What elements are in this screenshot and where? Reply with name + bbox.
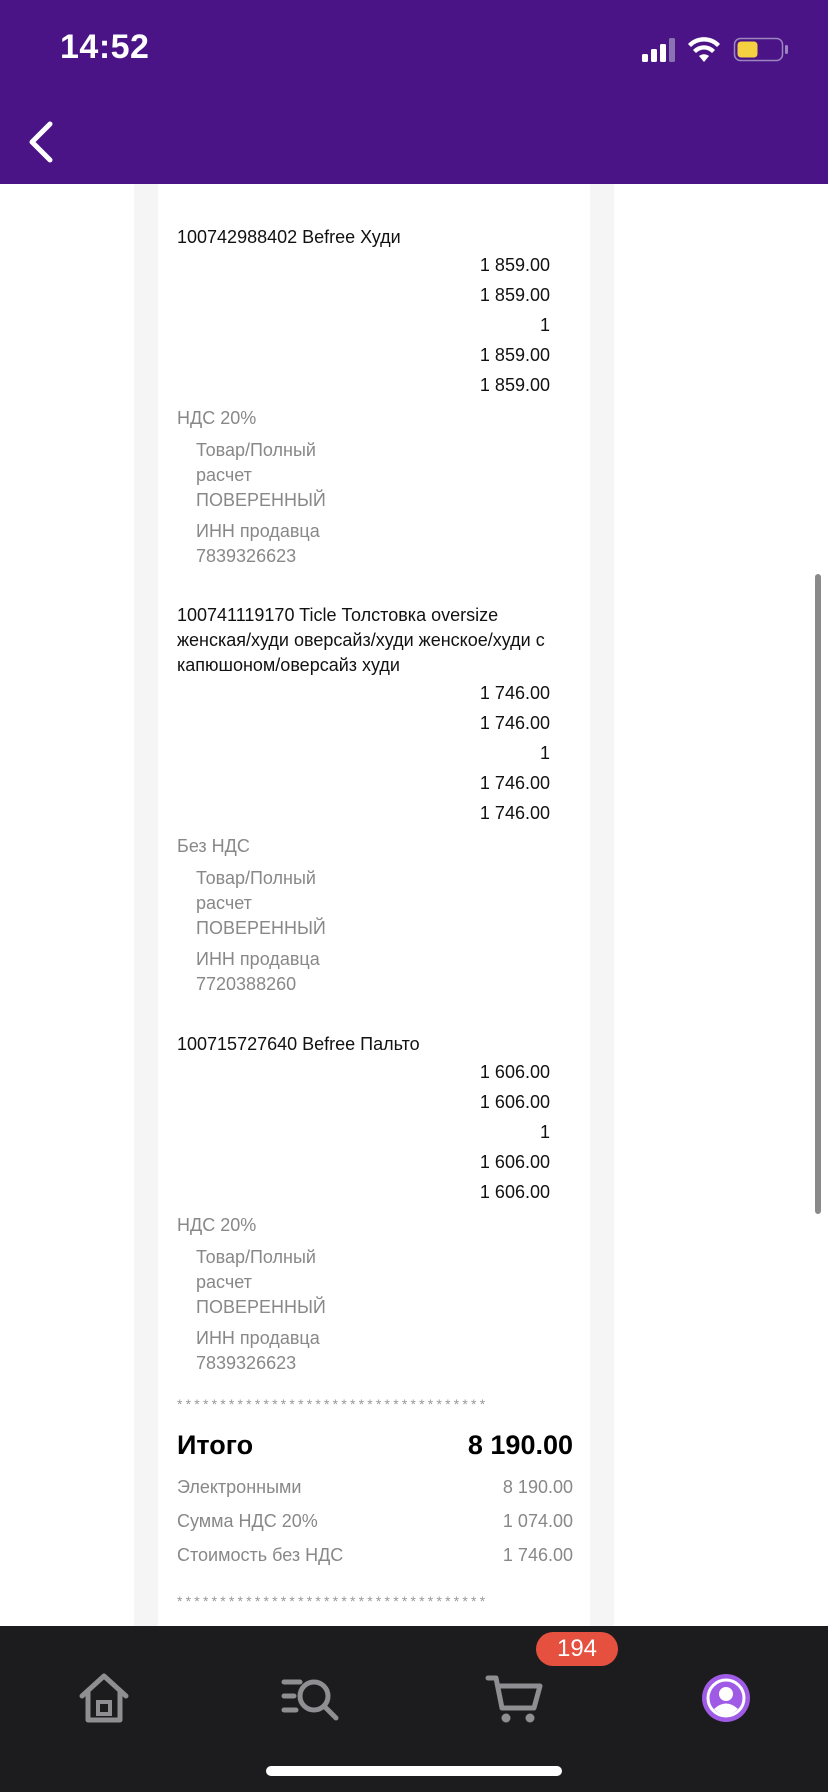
separator: ************************************	[177, 1593, 489, 1609]
item-inn-label: ИНН продавца	[196, 949, 320, 969]
chevron-left-icon	[20, 114, 68, 170]
app-header	[0, 0, 828, 184]
item-price: 1 746.00	[479, 683, 550, 703]
status-icons	[642, 34, 792, 66]
item-agent: ПОВЕРЕННЫЙ	[196, 918, 326, 938]
back-button[interactable]	[20, 114, 68, 170]
item-inn: 7839326623	[196, 1353, 297, 1373]
receipt-item	[177, 603, 573, 997]
home-indicator	[266, 1766, 562, 1776]
battery-icon	[735, 39, 789, 61]
item-title: 100741119170 Ticle Толстовка oversize женская/худи оверсайз/худи женское/худи с капюшоном/оверсайз худи	[177, 605, 545, 675]
receipt-view[interactable]	[0, 184, 828, 1626]
item-details	[177, 432, 573, 569]
item-quantity: 1	[539, 315, 550, 335]
item-subject-2: расчет	[196, 465, 252, 485]
wifi-icon	[688, 37, 720, 62]
total-value: 8 190.00	[467, 1430, 573, 1460]
item-subject: Товар/Полный	[196, 868, 316, 888]
nav-cart[interactable]	[484, 1666, 548, 1730]
item-tax: НДС 20%	[177, 408, 257, 428]
item-inn: 7720388260	[196, 974, 297, 994]
profile-icon	[694, 1666, 758, 1730]
status-time: 14:52	[60, 28, 150, 66]
item-sum: 1 859.00	[479, 345, 550, 365]
item-tax: Без НДС	[177, 836, 250, 856]
nav-home[interactable]	[72, 1666, 136, 1730]
item-subject: Товар/Полный	[196, 1247, 316, 1267]
summary-value: 1 746.00	[502, 1545, 573, 1565]
cart-badge: 194	[536, 1632, 618, 1666]
scrollbar[interactable]	[815, 574, 821, 1214]
item-price: 1 859.00	[479, 255, 550, 275]
item-total: 1 746.00	[479, 803, 550, 823]
item-price-discounted: 1 746.00	[479, 713, 550, 733]
home-icon	[72, 1666, 136, 1730]
item-sum: 1 606.00	[479, 1152, 550, 1172]
item-total: 1 606.00	[479, 1182, 550, 1202]
item-details	[177, 1239, 573, 1376]
item-subject-2: расчет	[196, 1272, 252, 1292]
summary-value: 8 190.00	[502, 1477, 573, 1497]
item-agent: ПОВЕРЕННЫЙ	[196, 490, 326, 510]
item-quantity: 1	[539, 1122, 550, 1142]
total-row	[177, 1430, 573, 1461]
nav-profile[interactable]	[694, 1666, 758, 1730]
separator: ************************************	[177, 1396, 489, 1412]
summary-row	[177, 1477, 573, 1498]
signal-icon	[642, 38, 675, 62]
item-sum: 1 746.00	[479, 773, 550, 793]
summary-row	[177, 1511, 573, 1532]
receipt-item	[177, 1032, 573, 1376]
item-quantity: 1	[539, 743, 550, 763]
receipt-item	[177, 225, 573, 569]
summary-label: Стоимость без НДС	[177, 1545, 344, 1565]
item-tax: НДС 20%	[177, 1215, 257, 1235]
bottom-nav	[0, 1626, 828, 1792]
summary-value: 1 074.00	[502, 1511, 573, 1531]
item-subject-2: расчет	[196, 893, 252, 913]
summary-label: Сумма НДС 20%	[177, 1511, 318, 1531]
item-price-discounted: 1 606.00	[479, 1092, 550, 1112]
item-agent: ПОВЕРЕННЫЙ	[196, 1297, 326, 1317]
item-inn-label: ИНН продавца	[196, 521, 320, 541]
cart-icon	[484, 1666, 548, 1730]
catalog-search-icon	[278, 1666, 342, 1730]
item-subject: Товар/Полный	[196, 440, 316, 460]
item-title: 100715727640 Befree Пальто	[177, 1034, 420, 1054]
item-title: 100742988402 Befree Худи	[177, 227, 401, 247]
item-details	[177, 860, 573, 997]
nav-catalog[interactable]	[278, 1666, 342, 1730]
total-label: Итого	[177, 1430, 254, 1460]
summary-label: Электронными	[177, 1477, 302, 1497]
item-price-discounted: 1 859.00	[479, 285, 550, 305]
item-total: 1 859.00	[479, 375, 550, 395]
summary-row	[177, 1545, 573, 1566]
item-inn: 7839326623	[196, 546, 297, 566]
item-inn-label: ИНН продавца	[196, 1328, 320, 1348]
item-price: 1 606.00	[479, 1062, 550, 1082]
